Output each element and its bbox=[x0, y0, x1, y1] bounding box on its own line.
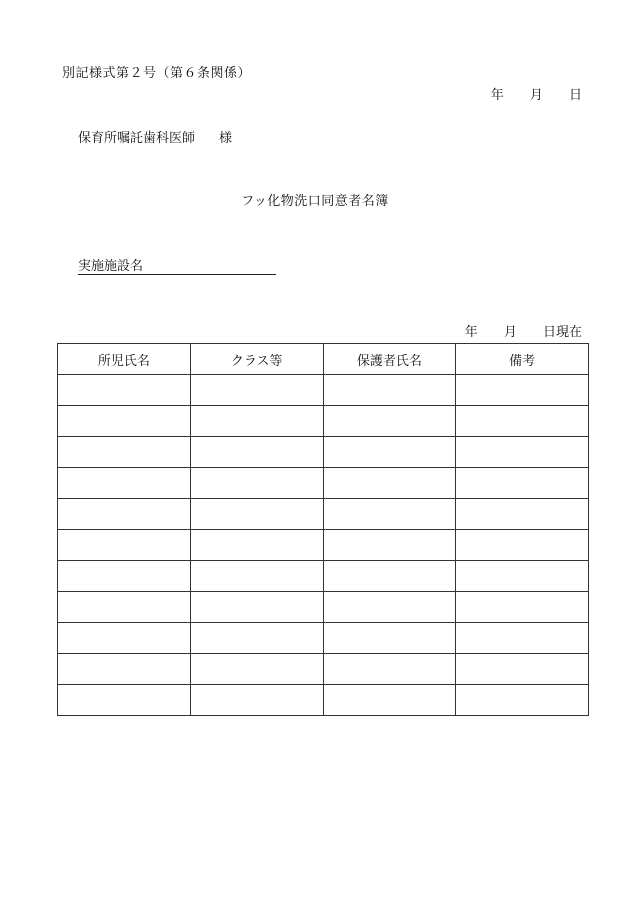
table-cell[interactable] bbox=[323, 561, 456, 592]
table-cell[interactable] bbox=[323, 592, 456, 623]
facility-name-label: 実施施設名 bbox=[78, 259, 144, 274]
table-cell[interactable] bbox=[190, 654, 323, 685]
table-cell[interactable] bbox=[58, 623, 191, 654]
table-row bbox=[58, 375, 589, 406]
table-cell[interactable] bbox=[58, 654, 191, 685]
table-row bbox=[58, 623, 589, 654]
table-row bbox=[58, 561, 589, 592]
table-cell[interactable] bbox=[58, 406, 191, 437]
table-cell[interactable] bbox=[58, 499, 191, 530]
table-cell[interactable] bbox=[58, 530, 191, 561]
table-cell[interactable] bbox=[323, 685, 456, 716]
table-cell[interactable] bbox=[323, 375, 456, 406]
table-cell[interactable] bbox=[58, 437, 191, 468]
addressee bbox=[78, 131, 232, 147]
table-cell[interactable] bbox=[190, 561, 323, 592]
table-row bbox=[58, 499, 589, 530]
column-header-child-name: 所児氏名 bbox=[58, 344, 191, 375]
facility-name-field[interactable] bbox=[78, 274, 276, 275]
addressee-honorific: 様 bbox=[219, 131, 233, 146]
table-cell[interactable] bbox=[456, 530, 589, 561]
table-cell[interactable] bbox=[456, 406, 589, 437]
table-cell[interactable] bbox=[323, 654, 456, 685]
table-cell[interactable] bbox=[58, 468, 191, 499]
table-cell[interactable] bbox=[456, 592, 589, 623]
table-cell[interactable] bbox=[190, 623, 323, 654]
table-cell[interactable] bbox=[190, 375, 323, 406]
table-cell[interactable] bbox=[456, 685, 589, 716]
table-cell[interactable] bbox=[323, 437, 456, 468]
table-cell[interactable] bbox=[456, 437, 589, 468]
addressee-name: 保育所嘱託歯科医師 bbox=[78, 131, 196, 146]
document-title: フッ化物洗口同意者名簿 bbox=[241, 194, 389, 209]
table-cell[interactable] bbox=[323, 406, 456, 437]
table-cell[interactable] bbox=[323, 530, 456, 561]
table-row bbox=[58, 654, 589, 685]
table-row bbox=[58, 530, 589, 561]
table-cell[interactable] bbox=[456, 623, 589, 654]
table-cell[interactable] bbox=[323, 623, 456, 654]
as-of-date-line: 年 月 日現在 bbox=[464, 325, 582, 340]
table-cell[interactable] bbox=[456, 468, 589, 499]
table-cell[interactable] bbox=[323, 499, 456, 530]
table-row bbox=[58, 685, 589, 716]
table-cell[interactable] bbox=[190, 530, 323, 561]
table-cell[interactable] bbox=[190, 592, 323, 623]
form-number-label: 別記様式第２号（第６条関係） bbox=[62, 66, 252, 81]
table-row bbox=[58, 406, 589, 437]
column-header-guardian-name: 保護者氏名 bbox=[323, 344, 456, 375]
table-cell[interactable] bbox=[58, 561, 191, 592]
table-cell[interactable] bbox=[190, 437, 323, 468]
table-cell[interactable] bbox=[456, 654, 589, 685]
table-row bbox=[58, 592, 589, 623]
table-cell[interactable] bbox=[190, 499, 323, 530]
table-cell[interactable] bbox=[58, 375, 191, 406]
table-row bbox=[58, 468, 589, 499]
table-cell[interactable] bbox=[323, 468, 456, 499]
table-cell[interactable] bbox=[190, 468, 323, 499]
table-header-row bbox=[58, 344, 589, 375]
column-header-remarks: 備考 bbox=[456, 344, 589, 375]
table-cell[interactable] bbox=[58, 592, 191, 623]
table-cell[interactable] bbox=[456, 561, 589, 592]
table-row bbox=[58, 437, 589, 468]
table-cell[interactable] bbox=[58, 685, 191, 716]
column-header-class: クラス等 bbox=[190, 344, 323, 375]
table-cell[interactable] bbox=[456, 375, 589, 406]
table-cell[interactable] bbox=[190, 406, 323, 437]
date-line: 年 月 日 bbox=[490, 88, 582, 103]
table-cell[interactable] bbox=[190, 685, 323, 716]
consent-roster-table bbox=[57, 343, 589, 716]
table-cell[interactable] bbox=[456, 499, 589, 530]
